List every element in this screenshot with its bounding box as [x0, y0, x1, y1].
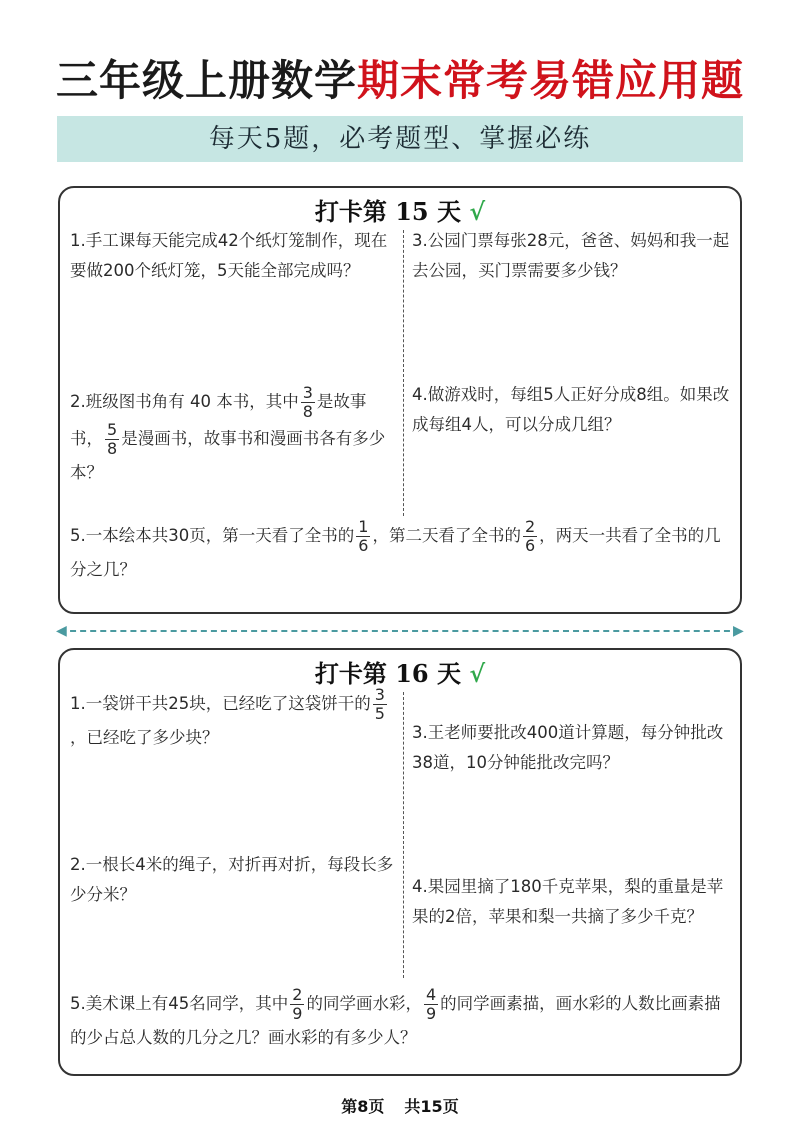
denominator: 8	[107, 439, 118, 458]
q5-text-a: 5.一本绘本共30页，第一天看了全书的	[70, 526, 355, 545]
q1-text-a: 1.一袋饼干共25块，已经吃了这袋饼干的	[70, 694, 371, 713]
section-divider	[60, 630, 740, 632]
day16-title	[60, 654, 740, 689]
day15-title	[60, 192, 740, 227]
q1-text-b: ，已经吃了多少块？	[70, 728, 219, 747]
page-footer	[0, 1094, 800, 1117]
fraction	[424, 986, 438, 1023]
page-title	[0, 48, 800, 108]
arrow-right-icon: ▶	[733, 623, 744, 639]
title-part2: 期末常考易错应用题	[357, 56, 745, 105]
day15-card	[58, 186, 742, 614]
day15-question-4: 4.做游戏时，每组5人正好分成8组。如果改成每组4人，可以分成几组？	[412, 385, 730, 434]
fraction	[105, 421, 119, 458]
title-part1: 三年级上册数学	[55, 56, 357, 105]
denominator: 8	[302, 402, 313, 421]
numerator: 1	[358, 517, 369, 536]
check-icon: √	[469, 659, 486, 688]
denominator: 9	[292, 1004, 303, 1023]
fraction	[373, 686, 387, 723]
check-icon: √	[469, 197, 486, 226]
q5-text-c: ，两天一共看了全书的几分之几？	[70, 526, 721, 579]
denominator: 5	[374, 704, 385, 723]
day16-question-4: 4.果园里摘了180千克苹果，梨的重量是苹果的2倍，苹果和梨一共摘了多少千克？	[412, 877, 724, 926]
day15-question-1: 1.手工课每天能完成42个纸灯笼制作，现在要做200个纸灯笼，5天能全部完成吗？	[70, 231, 388, 280]
denominator: 6	[358, 536, 369, 555]
q5-text-c: 的同学画素描，画水彩的人数比画素描的少占总人数的几分之几？画水彩的有多少人？	[70, 994, 721, 1047]
day16-card	[58, 648, 742, 1076]
denominator: 9	[425, 1004, 437, 1023]
q5-text-a: 5.美术课上有45名同学，其中	[70, 994, 289, 1013]
day16-question-5	[70, 986, 734, 1053]
q2-text-b: 是故事书，	[70, 392, 367, 448]
fraction	[356, 518, 370, 555]
numerator: 3	[374, 685, 385, 704]
numerator: 3	[302, 383, 313, 402]
numerator: 2	[292, 985, 303, 1004]
fraction	[523, 518, 537, 555]
arrow-left-icon: ◀	[56, 623, 67, 639]
denominator: 6	[524, 536, 536, 555]
day16-question-2: 2.一根长4米的绳子，对折再对折，每段长多少分米？	[70, 855, 394, 904]
day15-question-5	[70, 518, 734, 585]
numerator: 5	[107, 420, 118, 439]
fraction	[290, 986, 304, 1023]
day16-title-text: 打卡第 16 天	[314, 659, 461, 688]
q5-text-b: ，第二天看了全书的	[372, 526, 521, 545]
column-divider	[403, 230, 404, 516]
day16-question-3: 3.王老师要批改400道计算题，每分钟批改38道，10分钟能批改完吗？	[412, 723, 724, 772]
numerator: 4	[425, 985, 437, 1004]
fraction	[301, 384, 315, 421]
page-total: 共15页	[404, 1097, 459, 1116]
day15-title-text: 打卡第 15 天	[314, 197, 461, 226]
day15-question-2	[70, 384, 395, 488]
column-divider	[403, 692, 404, 978]
subtitle-banner: 每天5题，必考题型、掌握必练	[57, 116, 743, 162]
day15-question-3: 3.公园门票每张28元，爸爸、妈妈和我一起去公园，买门票需要多少钱？	[412, 231, 730, 280]
q2-text-a: 2.班级图书角有 40 本书，其中	[70, 392, 299, 411]
page-number: 第8页	[341, 1097, 385, 1116]
numerator: 2	[524, 517, 536, 536]
q5-text-b: 的同学画水彩，	[306, 994, 422, 1013]
q2-text-c: 是漫画书，故事书和漫画书各有多少本？	[70, 429, 386, 482]
day16-question-1	[70, 686, 395, 753]
